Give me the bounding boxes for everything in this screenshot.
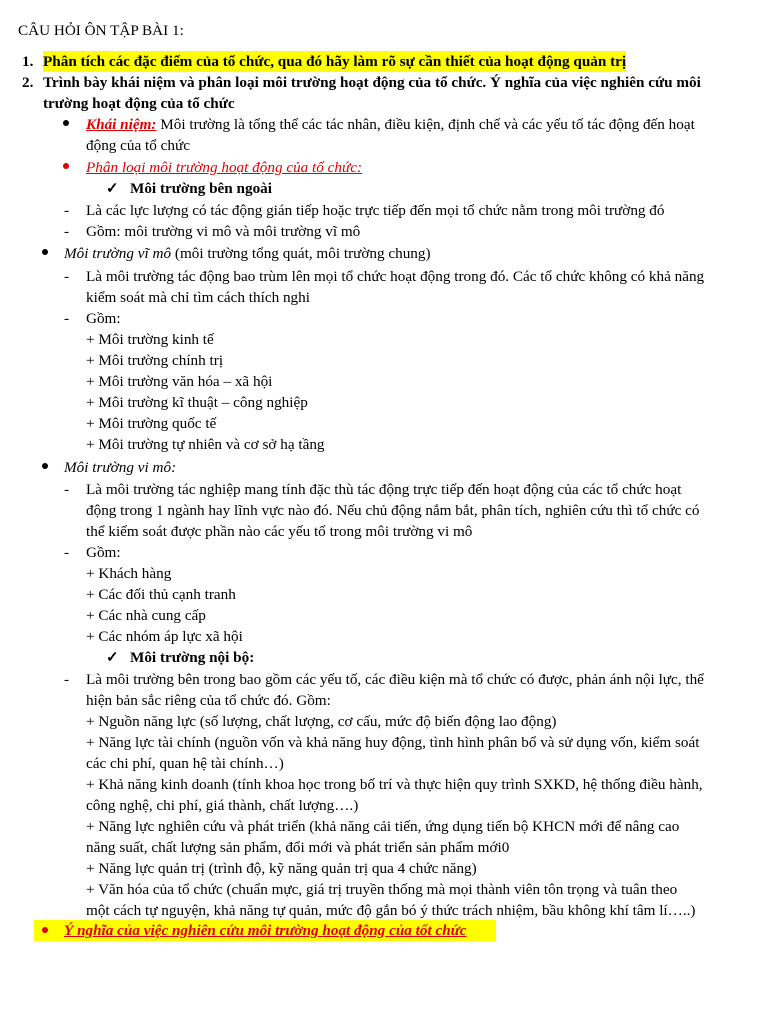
vi-mo-lon-heading [64, 243, 431, 264]
ben-ngoai-title: Môi trường bên ngoài [130, 180, 272, 197]
vi-mo-lon-desc-2: kiểm soát mà chỉ tìm cách thích nghi [86, 289, 310, 306]
noi-bo-line: + Năng lực nghiên cứu và phát triển (khả năng cải tiến, ứng dụng tiến bộ KHCN mới để nâng cao [86, 818, 680, 835]
list-item: + Môi trường tự nhiên và cơ sở hạ tầng [86, 436, 325, 453]
q1-number: 1. [22, 53, 34, 70]
list-item: + Các đối thủ cạnh tranh [86, 586, 236, 603]
list-item: + Các nhóm áp lực xã hội [86, 628, 243, 645]
noi-bo-line: + Năng lực quản trị (trình độ, kỹ năng quản trị qua 4 chức năng) [86, 860, 477, 877]
vi-mo-nho-desc-1: Là môi trường tác nghiệp mang tính đặc thù tác động trực tiếp đến hoạt động của các tổ chức hoạt [86, 481, 682, 498]
vi-mo-lon-desc-1: Là môi trường tác động bao trùm lên mọi tổ chức hoạt động trong đó. Các tổ chức không có khả năng [86, 268, 705, 285]
list-item: + Môi trường kĩ thuật – công nghiệp [86, 394, 308, 411]
khai-niem-text: Môi trường là tổng thể các tác nhân, điều kiện, định chế và các yếu tố tác động đến hoạt [156, 116, 695, 133]
dash-marker: - [64, 671, 70, 688]
ben-ngoai-desc-2: Gồm: môi trường vi mô và môi trường vĩ mô [86, 223, 361, 240]
dash-marker: - [64, 202, 70, 219]
dash-marker: - [64, 268, 70, 285]
list-item: + Môi trường quốc tế [86, 415, 217, 432]
bullet-icon [63, 120, 69, 126]
noi-bo-line: + Năng lực tài chính (nguồn vốn và khả năng huy động, tình hình phân bổ và sử dụng vốn, kiểm soát [86, 734, 700, 751]
noi-bo-line: + Văn hóa của tổ chức (chuẩn mực, giá trị truyền thống mà mọi thành viên tôn trọng và tuân theo [86, 881, 678, 898]
noi-bo-line: hiện bản sắc riêng của tổ chức đó. Gồm: [86, 692, 331, 709]
vi-mo-lon-gom: Gồm: [86, 310, 121, 327]
vi-mo-lon-suffix: (môi trường tổng quát, môi trường chung) [171, 245, 431, 262]
bullet-icon [63, 163, 69, 169]
noi-bo-line: Là môi trường bên trong bao gồm các yếu tố, các điều kiện mà tổ chức có được, phản ánh nội lực, thể [86, 671, 704, 688]
dash-marker: - [64, 481, 70, 498]
dash-marker: - [64, 310, 70, 327]
checkmark-icon: ✓ [106, 649, 119, 666]
list-item: + Các nhà cung cấp [86, 607, 206, 624]
vi-mo-nho-desc-2: động trong 1 ngành hay lĩnh vực nào đó. Nếu chủ động nắm bắt, phân tích, nghiên cứu thì tổ chức có [86, 502, 700, 519]
noi-bo-title: Môi trường nội bộ: [130, 649, 255, 666]
y-nghia-label: Ý nghĩa của việc nghiên cứu môi trường hoạt động của tốt chức [64, 922, 467, 939]
vi-mo-nho-desc-3: thể kiểm soát được phần nào các yếu tố trong môi trường vi mô [86, 523, 473, 540]
list-item: + Môi trường văn hóa – xã hội [86, 373, 273, 390]
khai-niem-line-2: động của tổ chức [86, 137, 190, 154]
noi-bo-line: + Nguồn năng lực (số lượng, chất lượng, cơ cấu, mức độ biến động lao động) [86, 713, 557, 730]
vi-mo-nho-label: Môi trường vi mô: [64, 459, 177, 476]
bullet-icon [42, 463, 48, 469]
bullet-icon [42, 249, 48, 255]
khai-niem-line-1 [86, 114, 695, 135]
q2-line-1: Trình bày khái niệm và phân loại môi trường hoạt động của tổ chức. Ý nghĩa của việc nghiên cứu môi [43, 74, 701, 91]
khai-niem-label: Khái niệm: [86, 116, 157, 133]
q2-line-2: trường hoạt động của tổ chức [43, 95, 235, 112]
list-item: + Môi trường chính trị [86, 352, 224, 369]
q2-number: 2. [22, 74, 34, 91]
vi-mo-lon-label: Môi trường vĩ mô [64, 245, 172, 262]
page-heading: CÂU HỎI ÔN TẬP BÀI 1: [18, 22, 184, 39]
list-item: + Khách hàng [86, 565, 172, 582]
list-item: + Môi trường kinh tế [86, 331, 214, 348]
phan-loai-label: Phân loại môi trường hoạt động của tổ chức: [86, 159, 363, 176]
dash-marker: - [64, 544, 70, 561]
checkmark-icon: ✓ [106, 180, 119, 197]
dash-marker: - [64, 223, 70, 240]
noi-bo-line: năng suất, chất lượng sản phẩm, đổi mới và phát triển sản phẩm mới0 [86, 839, 510, 856]
q1-text: Phân tích các đặc điểm của tổ chức, qua đó hãy làm rõ sự cần thiết của hoạt động quản trị [43, 53, 627, 70]
noi-bo-line: các chi phí, quan hệ tài chính…) [86, 755, 284, 772]
vi-mo-nho-gom: Gồm: [86, 544, 121, 561]
noi-bo-line: công nghệ, chi phí, giá thành, chất lượng….) [86, 797, 359, 814]
ben-ngoai-desc-1: Là các lực lượng có tác động gián tiếp hoặc trực tiếp đến mọi tổ chức nằm trong môi trường đó [86, 202, 665, 219]
noi-bo-line: một cách tự nguyện, khả năng tự quản, mức độ gắn bó ý thức trách nhiệm, bầu không khí tâm lí…..) [86, 902, 696, 919]
bullet-icon [42, 927, 48, 933]
noi-bo-line: + Khả năng kinh doanh (tính khoa học trong bố trí và thực hiện quy trình SXKD, hệ thống điều hành, [86, 776, 703, 793]
